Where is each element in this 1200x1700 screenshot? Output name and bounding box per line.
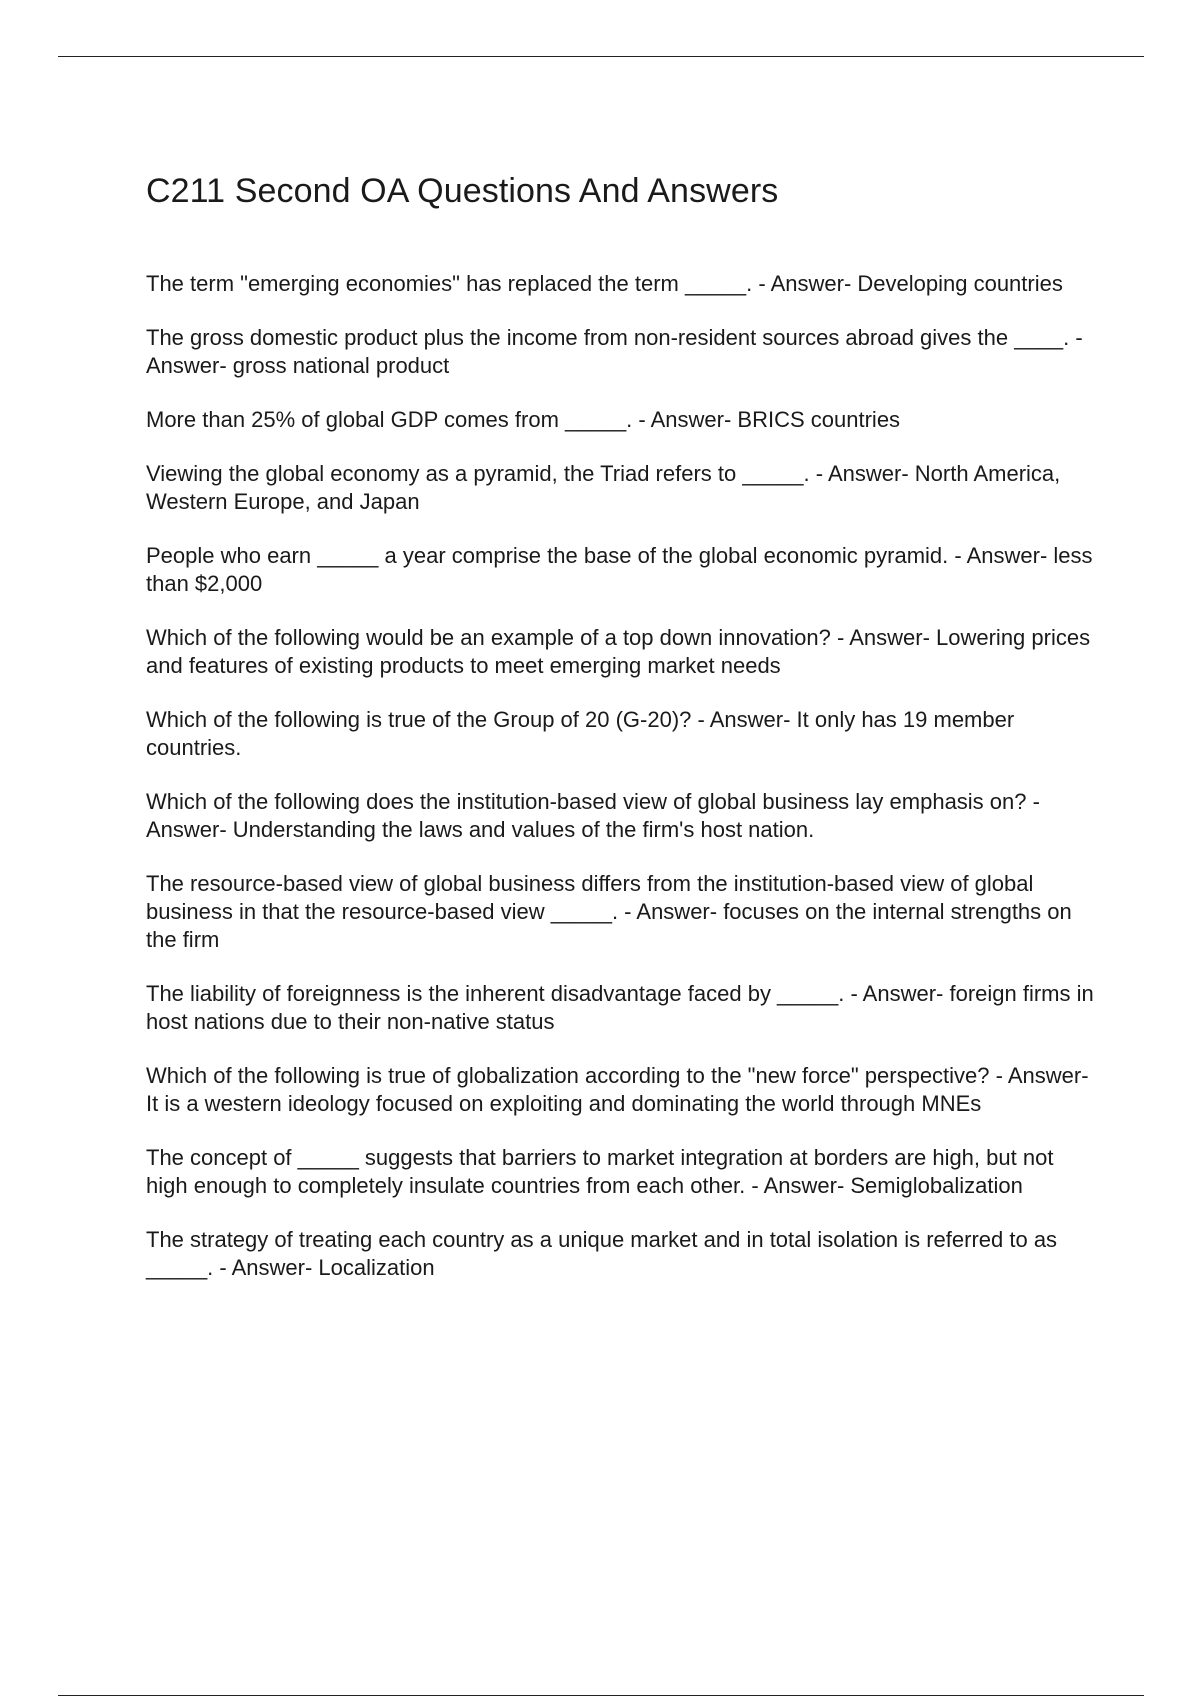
qa-item: More than 25% of global GDP comes from _____. - Answer- BRICS countries: [146, 407, 901, 432]
bottom-divider: [58, 1695, 1144, 1696]
qa-item: The concept of _____ suggests that barriers to market integration at borders are high, but not high enough to completely insulate countries from each other. - Answer- Semiglobalization: [146, 1145, 1054, 1198]
qa-item: The gross domestic product plus the income from non-resident sources abroad gives the ____. - Answer- gross national product: [146, 325, 1083, 378]
qa-item: The liability of foreignness is the inherent disadvantage faced by _____. - Answer- foreign firms in host nations due to their non-native status: [146, 981, 1094, 1034]
top-divider: [58, 56, 1144, 57]
qa-item: Which of the following does the institution-based view of global business lay emphasis on? - Answer- Understanding the laws and values of the firm's host nation.: [146, 789, 1040, 842]
qa-item: The resource-based view of global business differs from the institution-based view of global business in that the resource-based view _____. - Answer- focuses on the internal strengths on the firm: [146, 871, 1072, 952]
qa-item: The term "emerging economies" has replaced the term _____. - Answer- Developing countries: [146, 271, 1063, 296]
qa-item: Which of the following is true of globalization according to the "new force" perspective? - Answer- It is a western ideology focused on exploiting and dominating the world through MNEs: [146, 1063, 1089, 1116]
qa-item: The strategy of treating each country as a unique market and in total isolation is referred to as _____. - Answer- Localization: [146, 1227, 1058, 1280]
qa-item: People who earn _____ a year comprise the base of the global economic pyramid. - Answer- less than $2,000: [146, 543, 1093, 596]
qa-item: Viewing the global economy as a pyramid, the Triad refers to _____. - Answer- North America, Western Europe, and Japan: [146, 461, 1061, 514]
qa-list: [146, 270, 1096, 1308]
page-title: C211 Second OA Questions And Answers: [146, 172, 779, 210]
qa-item: Which of the following would be an example of a top down innovation? - Answer- Lowering prices and features of existing products to meet emerging market needs: [146, 625, 1091, 678]
qa-item: Which of the following is true of the Group of 20 (G-20)? - Answer- It only has 19 member countries.: [146, 707, 1015, 760]
